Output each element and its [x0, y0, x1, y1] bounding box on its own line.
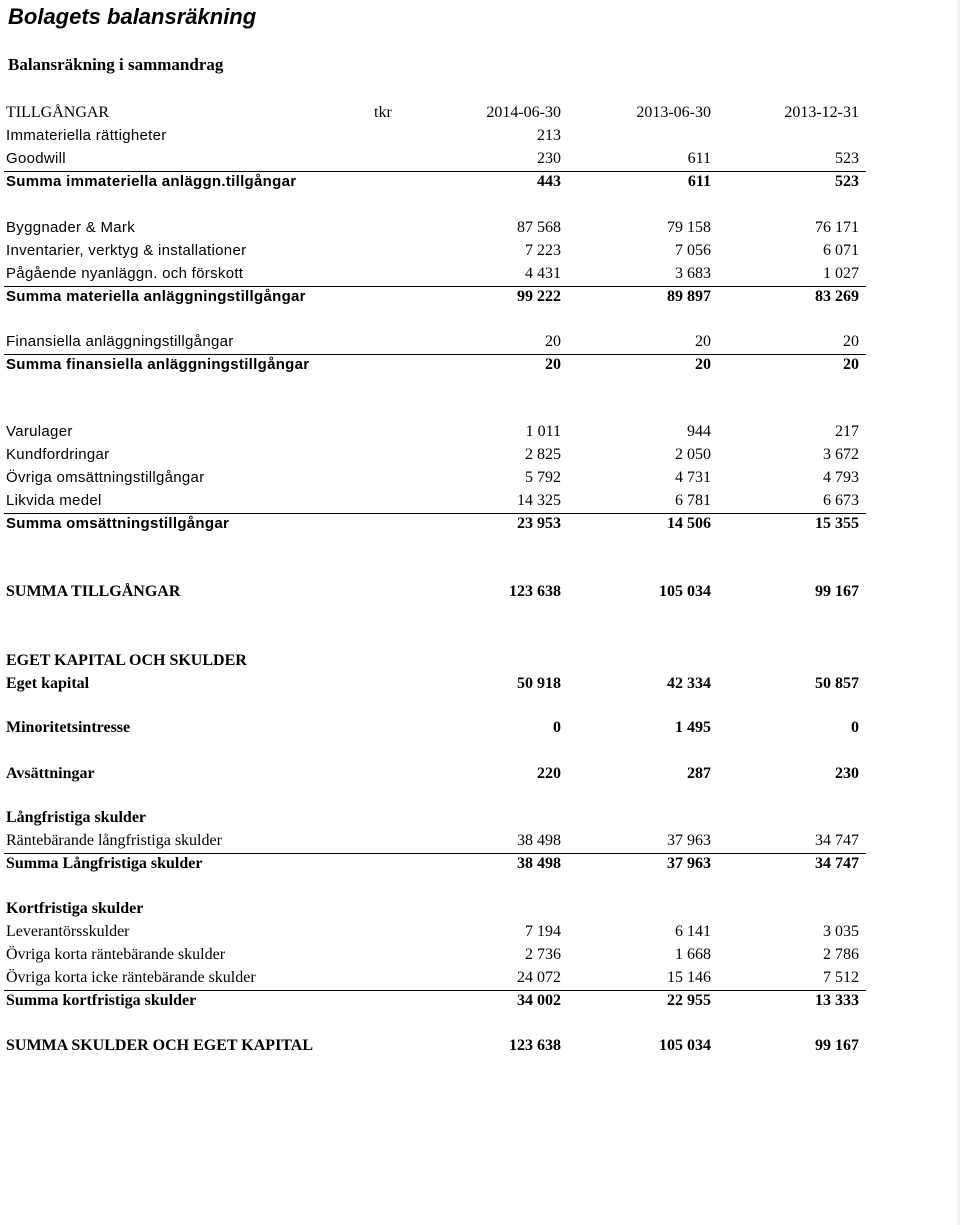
row-label: Summa Långfristiga skulder — [6, 855, 203, 872]
row-value: 50 918 — [517, 675, 561, 692]
row-value: 287 — [687, 765, 711, 782]
subtotal-row — [0, 990, 960, 1012]
section-heading-row — [0, 650, 960, 672]
row-label: Eget kapital — [6, 675, 90, 692]
row-label: Summa immateriella anläggn.tillgångar — [6, 173, 297, 190]
table-row — [0, 717, 960, 739]
row-label: Varulager — [6, 423, 73, 440]
row-value: 15 146 — [667, 969, 711, 986]
table-row — [0, 944, 960, 966]
row-value: 23 953 — [517, 515, 561, 532]
row-value: 3 672 — [823, 446, 859, 463]
row-value: 7 512 — [823, 969, 859, 986]
table-row — [0, 490, 960, 512]
row-value: 20 — [843, 333, 859, 350]
subtotal-row — [0, 286, 960, 308]
row-value: 99 222 — [517, 288, 561, 305]
row-value: 15 355 — [815, 515, 859, 532]
table-row — [0, 421, 960, 443]
row-label: EGET KAPITAL OCH SKULDER — [6, 652, 247, 669]
row-value: 611 — [687, 173, 711, 190]
row-label: Summa kortfristiga skulder — [6, 992, 197, 1009]
row-label: Goodwill — [6, 150, 66, 167]
row-value: 2 050 — [675, 446, 711, 463]
row-value: 6 141 — [675, 923, 711, 940]
row-value: 50 857 — [815, 675, 859, 692]
subtotal-row — [0, 513, 960, 535]
row-value: 230 — [835, 765, 859, 782]
row-value: 2 825 — [525, 446, 561, 463]
row-label: SUMMA TILLGÅNGAR — [6, 583, 181, 600]
row-value: 34 747 — [815, 855, 859, 872]
row-label: Leverantörsskulder — [6, 923, 130, 940]
row-value: 38 498 — [517, 855, 561, 872]
table-row — [0, 331, 960, 353]
header-label: TILLGÅNGAR — [6, 104, 110, 121]
subtotal-row — [0, 171, 960, 193]
row-value: 0 — [553, 719, 561, 736]
table-row — [0, 125, 960, 147]
row-label: Minoritetsintresse — [6, 719, 131, 736]
row-value: 523 — [835, 150, 859, 167]
row-value: 13 333 — [815, 992, 859, 1009]
row-value: 6 673 — [823, 492, 859, 509]
row-value: 3 035 — [823, 923, 859, 940]
row-value: 1 668 — [675, 946, 711, 963]
row-value: 1 027 — [823, 265, 859, 282]
row-label: Summa finansiella anläggningstillgångar — [6, 356, 310, 373]
row-value: 89 897 — [667, 288, 711, 305]
row-label: SUMMA SKULDER OCH EGET KAPITAL — [6, 1037, 314, 1054]
row-value: 7 223 — [525, 242, 561, 259]
section-heading-row — [0, 898, 960, 920]
row-value: 42 334 — [667, 675, 711, 692]
row-value: 76 171 — [815, 219, 859, 236]
row-value: 79 158 — [667, 219, 711, 236]
section-heading-row — [0, 807, 960, 829]
row-label: Övriga korta räntebärande skulder — [6, 946, 226, 963]
table-row — [0, 967, 960, 989]
row-label: Pågående nyanläggn. och förskott — [6, 265, 244, 282]
row-value: 7 194 — [525, 923, 561, 940]
row-value: 2 786 — [823, 946, 859, 963]
table-row — [0, 217, 960, 239]
row-label: Kundfordringar — [6, 446, 110, 463]
row-label: Summa omsättningstillgångar — [6, 515, 230, 532]
total-row — [0, 1035, 960, 1057]
row-value: 14 325 — [517, 492, 561, 509]
row-value: 220 — [537, 765, 561, 782]
column-header: 2014-06-30 — [486, 104, 561, 121]
column-header: 2013-06-30 — [636, 104, 711, 121]
table-row — [0, 763, 960, 785]
row-value: 1 011 — [525, 423, 561, 440]
page-edge-shadow — [956, 0, 960, 1225]
column-header: 2013-12-31 — [784, 104, 859, 121]
row-label: Övriga omsättningstillgångar — [6, 469, 205, 486]
row-value: 1 495 — [675, 719, 711, 736]
table-row — [0, 830, 960, 852]
table-row — [0, 148, 960, 170]
row-value: 22 955 — [667, 992, 711, 1009]
table-row — [0, 921, 960, 943]
row-value: 4 731 — [675, 469, 711, 486]
row-value: 6 781 — [675, 492, 711, 509]
row-value: 37 963 — [667, 855, 711, 872]
table-row — [0, 263, 960, 285]
row-value: 944 — [687, 423, 711, 440]
row-label: Likvida medel — [6, 492, 102, 509]
row-value: 99 167 — [815, 1037, 859, 1054]
row-value: 105 034 — [659, 583, 711, 600]
row-value: 38 498 — [517, 832, 561, 849]
row-label: Avsättningar — [6, 765, 95, 782]
row-label: Summa materiella anläggningstillgångar — [6, 288, 306, 305]
row-label: Räntebärande långfristiga skulder — [6, 832, 222, 849]
row-label: Övriga korta icke räntebärande skulder — [6, 969, 256, 986]
row-value: 6 071 — [823, 242, 859, 259]
row-label: Byggnader & Mark — [6, 219, 136, 236]
row-value: 34 747 — [815, 832, 859, 849]
row-value: 213 — [537, 127, 561, 144]
row-value: 99 167 — [815, 583, 859, 600]
section-subtitle: Balansräkning i sammandrag — [8, 55, 224, 74]
row-value: 230 — [537, 150, 561, 167]
page-title: Bolagets balansräkning — [8, 4, 257, 29]
row-value: 34 002 — [517, 992, 561, 1009]
row-value: 20 — [843, 356, 859, 373]
row-value: 4 793 — [823, 469, 859, 486]
row-value: 20 — [545, 333, 561, 350]
row-value: 7 056 — [675, 242, 711, 259]
table-header-row — [0, 102, 960, 124]
header-unit: tkr — [374, 104, 392, 121]
row-value: 14 506 — [667, 515, 711, 532]
subtotal-row — [0, 853, 960, 875]
row-value: 0 — [851, 719, 859, 736]
table-row — [0, 240, 960, 262]
row-value: 20 — [545, 356, 561, 373]
row-value: 611 — [687, 150, 711, 167]
row-value: 217 — [835, 423, 859, 440]
row-value: 123 638 — [509, 1037, 561, 1054]
row-value: 5 792 — [525, 469, 561, 486]
table-row — [0, 673, 960, 695]
row-label: Inventarier, verktyg & installationer — [6, 242, 247, 259]
row-value: 24 072 — [517, 969, 561, 986]
subtotal-row — [0, 354, 960, 376]
row-value: 443 — [537, 173, 561, 190]
row-value: 20 — [695, 356, 711, 373]
row-value: 83 269 — [815, 288, 859, 305]
row-value: 4 431 — [525, 265, 561, 282]
row-value: 523 — [835, 173, 859, 190]
row-value: 37 963 — [667, 832, 711, 849]
row-value: 105 034 — [659, 1037, 711, 1054]
row-label: Långfristiga skulder — [6, 809, 147, 826]
row-value: 3 683 — [675, 265, 711, 282]
row-label: Kortfristiga skulder — [6, 900, 144, 917]
row-value: 2 736 — [525, 946, 561, 963]
table-row — [0, 467, 960, 489]
row-value: 20 — [695, 333, 711, 350]
row-value: 87 568 — [517, 219, 561, 236]
row-value: 123 638 — [509, 583, 561, 600]
table-row — [0, 444, 960, 466]
row-label: Immateriella rättigheter — [6, 127, 167, 144]
row-label: Finansiella anläggningstillgångar — [6, 333, 234, 350]
total-row — [0, 581, 960, 603]
